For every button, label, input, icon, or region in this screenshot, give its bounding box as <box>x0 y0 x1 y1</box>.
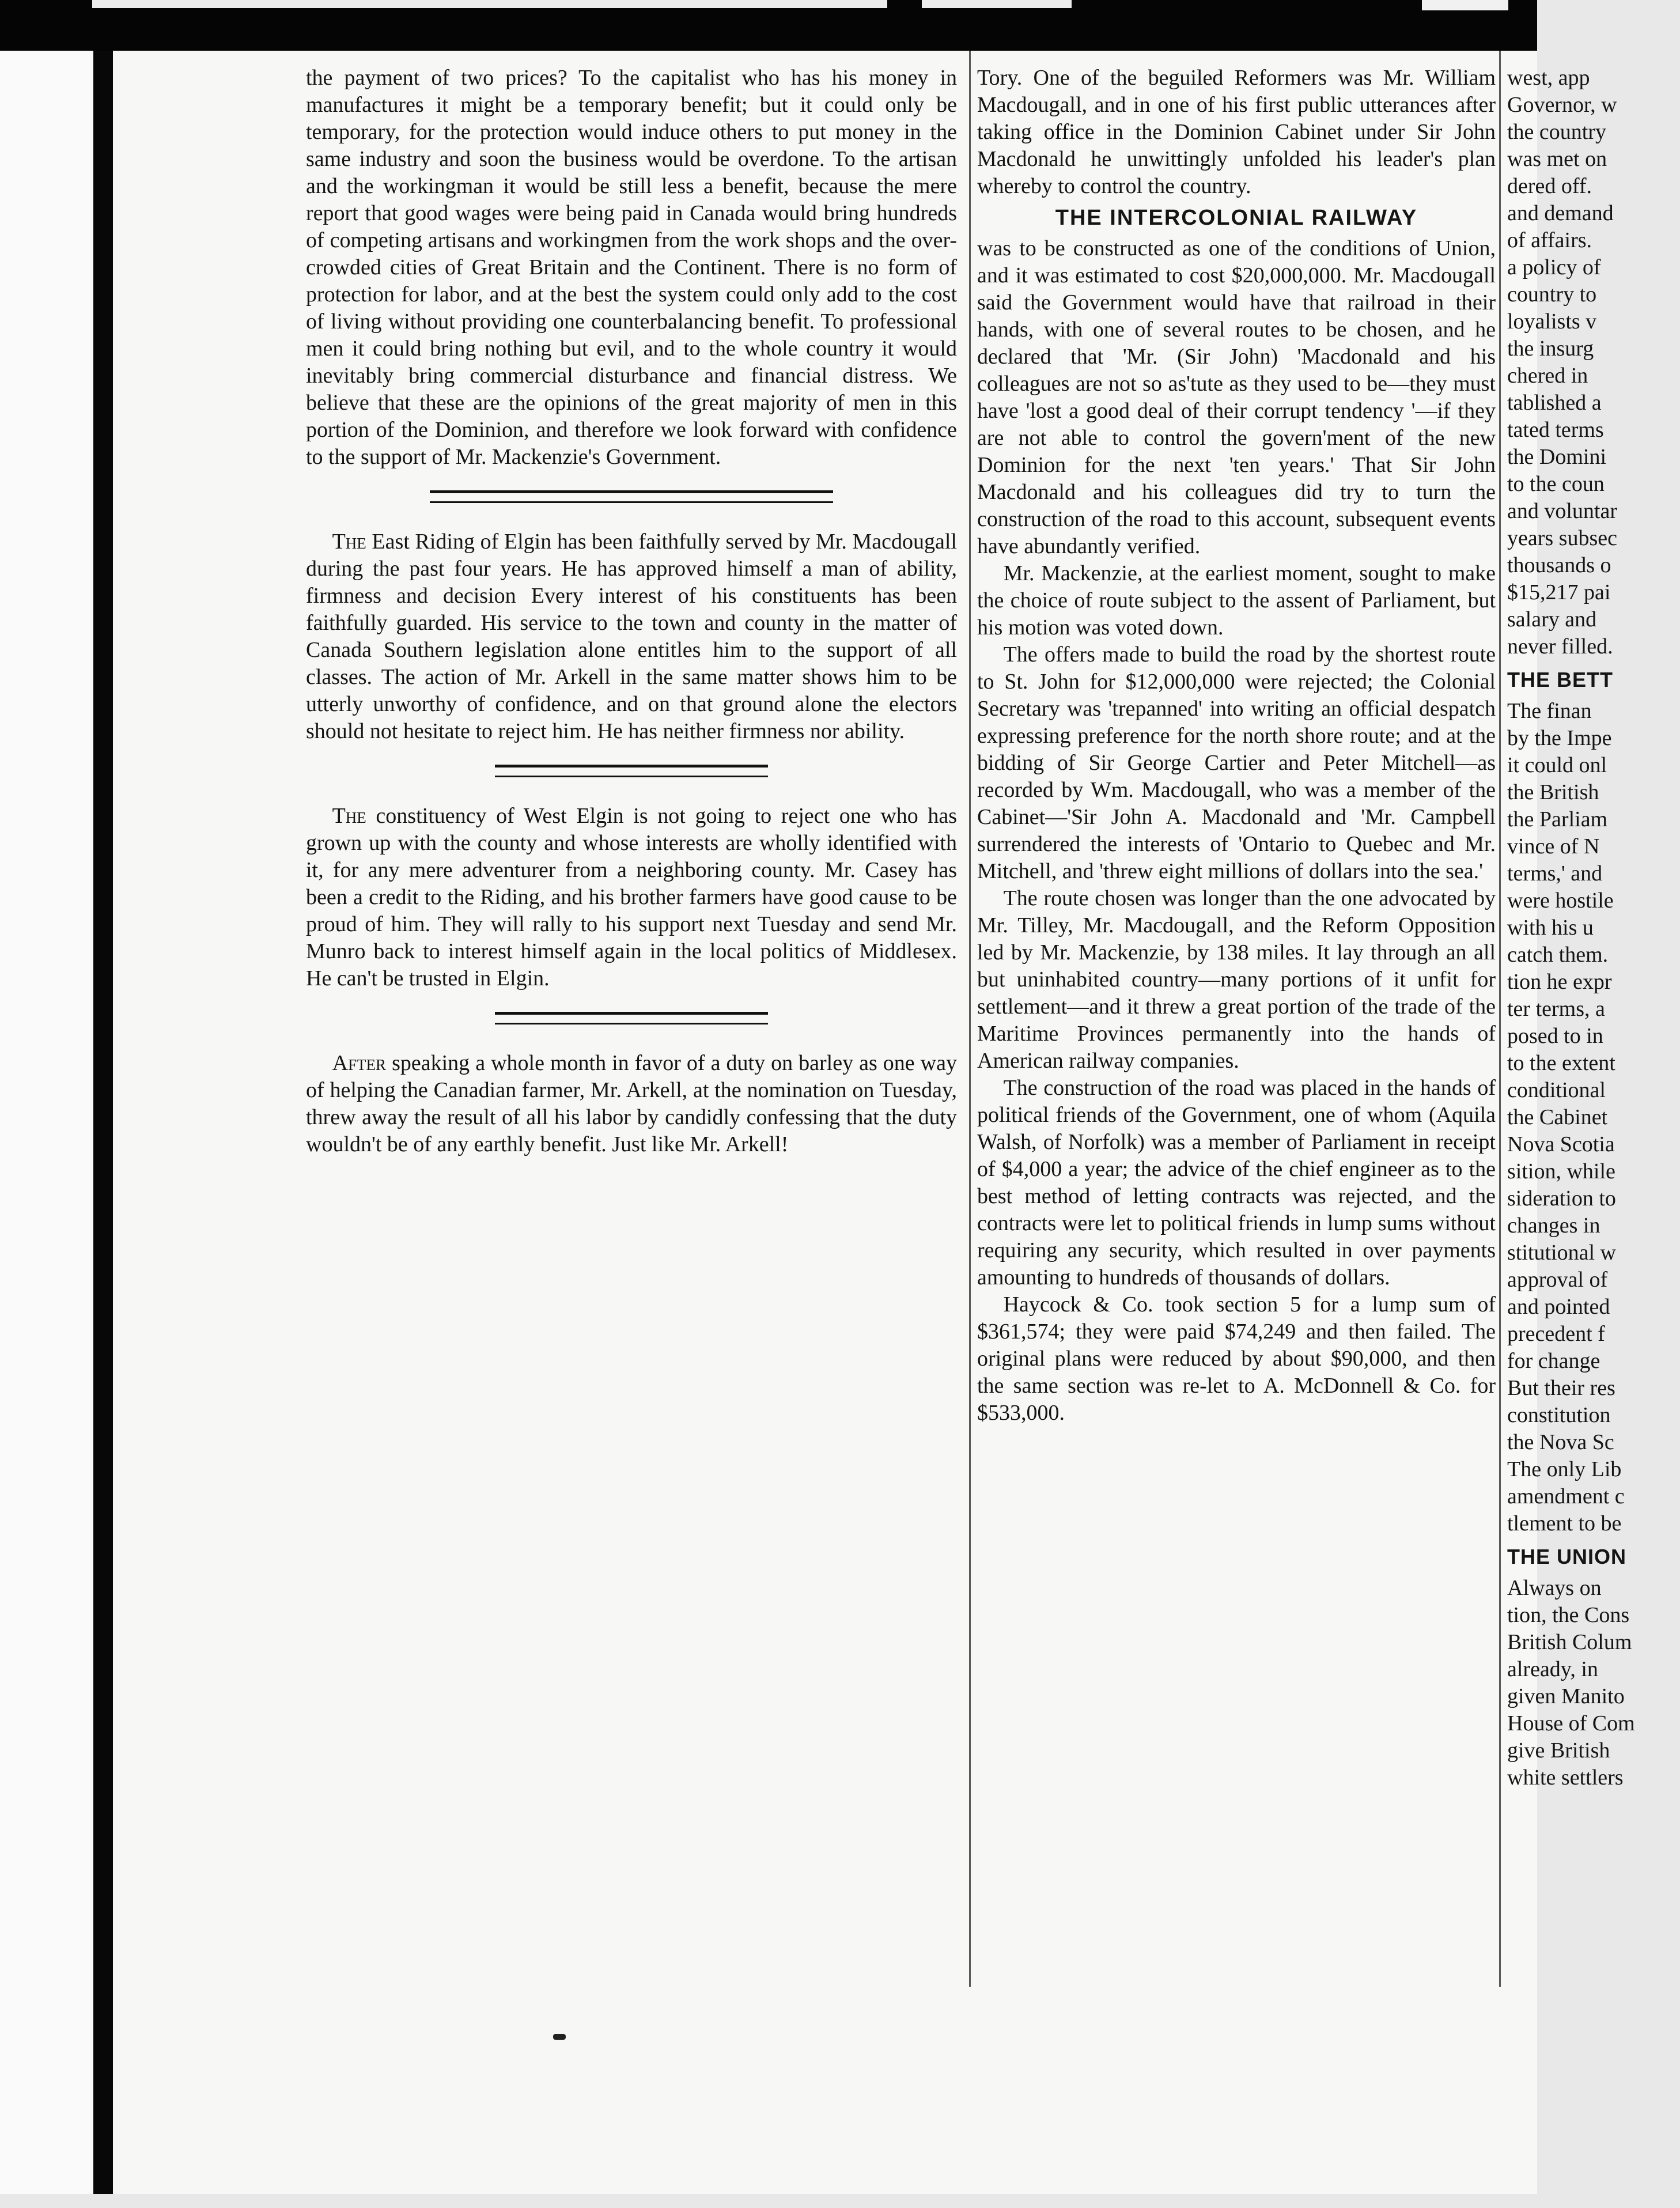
col2-paragraph-4: The route chosen was longer than the one advocated by Mr. Tilley, Mr. Macdougall, and the Reform Opposition led by Mr. Mackenzie, by 138 miles. It lay through an all but uninhabited country—many portions of it unfit for settlement—and it threw a great portion of the trade of the Maritime Provinces permanently into the hands of American railway companies. <box>977 886 1496 1073</box>
col3-line: west, app <box>1507 66 1590 90</box>
col3-line: a policy of <box>1507 255 1601 279</box>
col3-line: of affairs. <box>1507 228 1592 252</box>
col3-line: approval of <box>1507 1268 1608 1292</box>
col1-paragraph-2 <box>306 803 957 992</box>
left-margin <box>0 51 93 2194</box>
col1-paragraph-3 <box>306 1050 957 1158</box>
col3-line: and pointed <box>1507 1295 1610 1319</box>
col3-line: dered off. <box>1507 174 1592 198</box>
col3-line: sition, while <box>1507 1159 1615 1184</box>
col1-lead-2: The <box>332 804 366 828</box>
col3-line: was met on <box>1507 147 1607 171</box>
column-rule-1 <box>969 51 971 1987</box>
col3-line: thousands o <box>1507 553 1611 577</box>
col3-heading-union: THE UNION <box>1507 1545 1626 1568</box>
scan-speck <box>553 2034 566 2040</box>
col3-line: give British <box>1507 1738 1610 1763</box>
col3-line: tion, the Cons <box>1507 1603 1630 1627</box>
col3-line: given Manito <box>1507 1684 1625 1708</box>
col3-line: loyalists v <box>1507 309 1597 334</box>
col3-line: tlement to be <box>1507 1511 1622 1536</box>
col1-paragraph-0: the payment of two prices? To the capitalist who has his money in manufactures it might be a temporary benefit; but it could only be temporary, for the protection would induce others to put money in the same industry and soon the business would be overdone. To the artisan and the workingman it would be still less a benefit, because the mere report that good wages were being paid in Canada would bring hundreds of competing artisans and workingmen from the work shops and the over-crowded cities of Great Britain and the Continent. There is no form of protection for labor, and at the best the system could only add to the cost of living without providing one counterbalancing benefit. To professional men it could bring nothing but evil, and to the whole country it would inevitably bring commercial disturbance and financial distress. We believe that these are the opinions of the great majority of men in this portion of the Dominion, and therefore we look forward with confidence to the support of Mr. Mackenzie's Government. <box>306 66 957 469</box>
column-3 <box>1507 51 1680 2208</box>
col3-line: for change <box>1507 1349 1600 1373</box>
col3-line: tion he expr <box>1507 970 1612 994</box>
col3-block-b <box>1507 698 1680 1537</box>
col3-line: with his u <box>1507 916 1594 940</box>
col3-line: the Domini <box>1507 445 1607 469</box>
col2-paragraph-1: was to be constructed as one of the conditions of Union, and it was estimated to cost $20,000,000. Mr. Macdougall said the Government would have that railroad in their hands, with one of several routes to be chosen, and he declared that 'Mr. (Sir John) 'Macdonald and his colleagues are not so as'tute as they used to be—they must have 'lost a good deal of their corrupt tendency '—if they are not able to control the govern'ment of the new Dominion for the next 'ten years.' That Sir John Macdonald and his colleagues did try to turn the construction of the road to this account, subsequent events have abundantly verified. <box>977 236 1496 558</box>
column-divider-1 <box>430 490 834 503</box>
col3-line: But their res <box>1507 1376 1615 1400</box>
col3-line: years subsec <box>1507 526 1617 550</box>
col3-line: never filled. <box>1507 634 1613 659</box>
left-border-bar <box>93 51 113 2194</box>
col3-line: the insurg <box>1507 337 1594 361</box>
col3-line: and demand <box>1507 201 1614 225</box>
col3-line: to the extent <box>1507 1051 1615 1075</box>
col3-line: conditional <box>1507 1078 1606 1102</box>
col2-paragraph-3: The offers made to build the road by the shortest route to St. John for $12,000,000 were rejected; the Colonial Secretary was 'trepanned' into writing an official despatch expressing preference for the north shore route; and at the bidding of Sir George Cartier and Peter Mitchell—as recorded by Wm. Macdougall, who was a member of the Cabinet—'Sir John A. Macdonald and 'Mr. Campbell surrendered the interests of 'Ontario to Quebec and Mr. Mitchell, and 'threw eight millions of dollars into the sea.' <box>977 642 1496 883</box>
col3-line: sideration to <box>1507 1186 1616 1211</box>
col1-lead-1: The <box>332 530 366 554</box>
col3-line: constitution <box>1507 1403 1611 1427</box>
top-strip-left <box>92 0 887 8</box>
col3-line: $15,217 pai <box>1507 580 1611 604</box>
col1-paragraph-1 <box>306 528 957 745</box>
col3-line: catch them. <box>1507 943 1609 967</box>
column-1 <box>306 51 957 2208</box>
col3-line: by the Impe <box>1507 726 1612 750</box>
column-2 <box>977 51 1496 2208</box>
col3-line: the British <box>1507 780 1599 804</box>
col3-line: Governor, w <box>1507 93 1617 117</box>
col3-line: the country <box>1507 120 1607 144</box>
col3-line: already, in <box>1507 1657 1598 1681</box>
col3-line: tated terms <box>1507 418 1604 442</box>
col3-line: precedent f <box>1507 1322 1605 1346</box>
col3-line: chered in <box>1507 364 1588 388</box>
col3-line: and voluntar <box>1507 499 1618 523</box>
col3-line: it could onl <box>1507 753 1607 777</box>
col3-line: amendment c <box>1507 1484 1625 1508</box>
newspaper-page <box>113 51 1635 2194</box>
col3-line: The finan <box>1507 699 1592 723</box>
col3-block-a <box>1507 65 1680 660</box>
col1-text-3: speaking a whole month in favor of a duty on barley as one way of helping the Canadian farmer, Mr. Arkell, at the nomination on Tuesday, threw away the result of all his labor by candidly confessing that the duty wouldn't be of any earthly benefit. Just like Mr. Arkell! <box>306 1051 957 1156</box>
col3-line: the Parliam <box>1507 807 1608 831</box>
col1-text-1: East Riding of Elgin has been faithfully served by Mr. Macdougall during the past four years. He has approved himself a man of ability, firmness and decision Every interest of his constituents has been faithfully guarded. His service to the town and county in the matter of Canada Southern legislation alone entitles him to the support of all classes. The action of Mr. Arkell in the same matter shows him to be utterly unworthy of confidence, and on that ground alone the electors should not hesitate to reject him. He has neither firmness nor ability. <box>306 530 957 743</box>
column-divider-2 <box>495 765 769 777</box>
col3-block-c <box>1507 1575 1680 1791</box>
col2-paragraph-6: Haycock & Co. took section 5 for a lump sum of $361,574; they were paid $74,249 and then failed. The original plans were reduced by about $90,000, and then the same section was re-let to A. McDonnell & Co. for $533,000. <box>977 1292 1496 1425</box>
col2-paragraph-0: Tory. One of the beguiled Reformers was Mr. William Macdougall, and in one of his first public utterances after taking office in the Dominion Cabinet under Sir John Macdonald he unwittingly unfolded his leader's plan whereby to control the country. <box>977 66 1496 198</box>
col3-line: Nova Scotia <box>1507 1132 1615 1156</box>
col3-line: Always on <box>1507 1576 1602 1600</box>
col3-line: British Colum <box>1507 1630 1632 1654</box>
col3-line: ter terms, a <box>1507 997 1605 1021</box>
col3-line: tablished a <box>1507 391 1602 415</box>
col3-line: to the coun <box>1507 472 1605 496</box>
top-strip-mid <box>922 0 1072 8</box>
col3-line: country to <box>1507 282 1597 307</box>
col3-line: salary and <box>1507 607 1597 632</box>
col3-line: the Cabinet <box>1507 1105 1608 1129</box>
col1-text-2: constituency of West Elgin is not going to reject one who has grown up with the county and whose interests are wholly identified with it, for any mere adventurer from a neighboring county. Mr. Casey has been a credit to the Riding, and his brother farmers have good cause to be proud of him. They will rally to his support next Tuesday and send Mr. Munro back to interest himself again in the local politics of Middlesex. He can't be trusted in Elgin. <box>306 804 957 990</box>
col3-line: the Nova Sc <box>1507 1430 1614 1454</box>
col3-line: changes in <box>1507 1213 1600 1238</box>
col3-line: The only Lib <box>1507 1457 1622 1481</box>
col3-line: posed to in <box>1507 1024 1603 1048</box>
top-fragment <box>1422 0 1508 10</box>
col3-line: terms,' and <box>1507 861 1603 886</box>
col1-lead-3: After <box>332 1051 387 1075</box>
col3-heading-better: THE BETT <box>1507 668 1613 691</box>
col2-paragraph-2: Mr. Mackenzie, at the earliest moment, sought to make the choice of route subject to the assent of Parliament, but his motion was voted down. <box>977 561 1496 640</box>
column-divider-3 <box>495 1012 769 1024</box>
intercolonial-railway-heading: THE INTERCOLONIAL RAILWAY <box>1055 206 1418 230</box>
col3-line: white settlers <box>1507 1765 1624 1790</box>
col3-line: stitutional w <box>1507 1241 1616 1265</box>
col3-line: vince of N <box>1507 834 1600 859</box>
col3-line: were hostile <box>1507 889 1614 913</box>
col3-line: House of Com <box>1507 1711 1635 1736</box>
column-rule-2 <box>1499 51 1501 1987</box>
col2-paragraph-5: The construction of the road was placed in the hands of political friends of the Government, one of whom (Aquila Walsh, of Norfolk) was a member of Parliament in receipt of $4,000 a year; the advice of the chief engineer as to the best method of letting contracts was rejected, and the contracts were let to political friends in lump sums without requiring any security, which resulted in over payments amounting to hundreds of thousands of dollars. <box>977 1076 1496 1290</box>
